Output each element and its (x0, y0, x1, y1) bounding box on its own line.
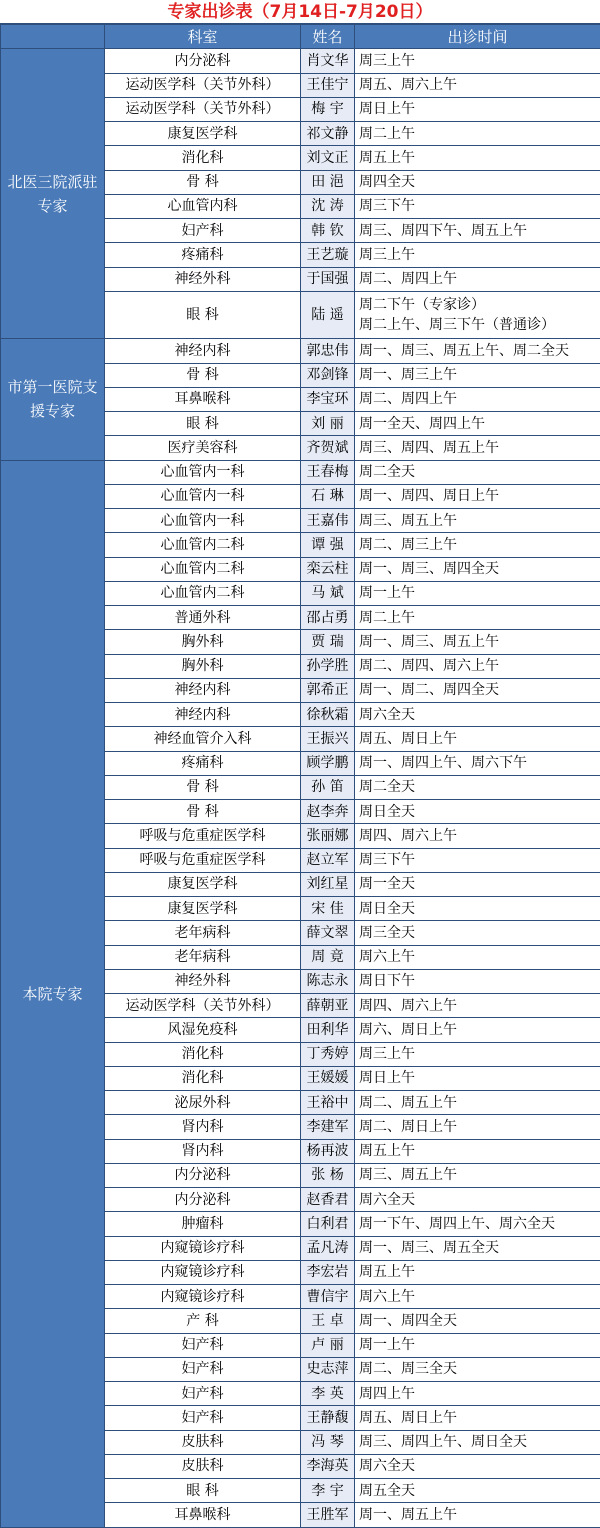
clinic-time-cell: 周一、周三、周五上午、周二全天 (355, 339, 600, 363)
department-cell: 疼痛科 (105, 243, 301, 267)
clinic-time-cell: 周一、周五上午 (355, 1503, 600, 1527)
table-row (1, 460, 600, 484)
doctor-name-cell: 王春梅 (301, 460, 355, 484)
department-cell: 神经外科 (105, 267, 301, 291)
clinic-time-cell (355, 291, 600, 339)
department-cell: 老年病科 (105, 921, 301, 945)
clinic-time-cell: 周五上午 (355, 1139, 600, 1163)
department-cell: 妇产科 (105, 1357, 301, 1381)
department-cell: 运动医学科（关节外科） (105, 97, 301, 121)
group-label: 北医三院派驻专家 (1, 49, 105, 339)
department-cell: 眼 科 (105, 291, 301, 339)
department-cell: 骨 科 (105, 775, 301, 799)
clinic-time-cell: 周一上午 (355, 581, 600, 605)
department-cell: 眼 科 (105, 1479, 301, 1503)
page-title: 专家出诊表（7月14日-7月20日） (0, 0, 600, 24)
clinic-time-cell: 周五上午 (355, 1260, 600, 1284)
doctor-name-cell: 郭忠伟 (301, 339, 355, 363)
doctor-name-cell: 李 英 (301, 1382, 355, 1406)
doctor-name-cell: 孙学胜 (301, 654, 355, 678)
department-cell: 内分泌科 (105, 49, 301, 73)
clinic-time-cell: 周一上午 (355, 1333, 600, 1357)
doctor-name-cell: 张 杨 (301, 1163, 355, 1187)
doctor-name-cell: 石 琳 (301, 484, 355, 508)
doctor-name-cell: 丁秀婷 (301, 1042, 355, 1066)
department-cell: 消化科 (105, 1066, 301, 1090)
doctor-name-cell: 邓剑锋 (301, 363, 355, 387)
clinic-time-cell: 周三上午 (355, 243, 600, 267)
clinic-time-cell: 周一、周三、周四全天 (355, 557, 600, 581)
doctor-name-cell: 卢 丽 (301, 1333, 355, 1357)
department-cell: 心血管内二科 (105, 581, 301, 605)
doctor-name-cell: 孙 笛 (301, 775, 355, 799)
doctor-name-cell: 梅 宇 (301, 97, 355, 121)
doctor-name-cell: 周 竟 (301, 945, 355, 969)
clinic-time-cell: 周日全天 (355, 897, 600, 921)
group-label: 本院专家 (1, 460, 105, 1527)
doctor-name-cell: 李 宇 (301, 1479, 355, 1503)
clinic-time-cell: 周一全天、周四上午 (355, 412, 600, 436)
clinic-time-cell: 周三下午 (355, 848, 600, 872)
department-cell: 皮肤科 (105, 1454, 301, 1478)
department-cell: 骨 科 (105, 170, 301, 194)
department-cell: 肾内科 (105, 1139, 301, 1163)
doctor-name-cell: 刘红星 (301, 872, 355, 896)
doctor-name-cell: 陆 遥 (301, 291, 355, 339)
department-cell: 老年病科 (105, 945, 301, 969)
clinic-time-cell: 周五全天 (355, 1479, 600, 1503)
doctor-name-cell: 谭 强 (301, 533, 355, 557)
department-cell: 产 科 (105, 1309, 301, 1333)
clinic-time-cell: 周二、周四上午 (355, 267, 600, 291)
department-cell: 骨 科 (105, 800, 301, 824)
doctor-name-cell: 王胜军 (301, 1503, 355, 1527)
department-cell: 皮肤科 (105, 1430, 301, 1454)
clinic-time-cell: 周六全天 (355, 703, 600, 727)
department-cell: 心血管内科 (105, 194, 301, 218)
clinic-time-cell: 周三上午 (355, 1042, 600, 1066)
clinic-time-cell: 周二上午 (355, 606, 600, 630)
doctor-name-cell: 史志萍 (301, 1357, 355, 1381)
clinic-time-cell: 周四全天 (355, 170, 600, 194)
doctor-name-cell: 王静馥 (301, 1406, 355, 1430)
doctor-name-cell: 冯 琴 (301, 1430, 355, 1454)
clinic-time-cell: 周六全天 (355, 1188, 600, 1212)
doctor-name-cell: 沈 涛 (301, 194, 355, 218)
department-cell: 内窥镜诊疗科 (105, 1285, 301, 1309)
department-cell: 神经外科 (105, 969, 301, 993)
clinic-time-cell: 周日全天 (355, 800, 600, 824)
doctor-name-cell: 于国强 (301, 267, 355, 291)
doctor-name-cell: 韩 钦 (301, 219, 355, 243)
doctor-name-cell: 田利华 (301, 1018, 355, 1042)
doctor-name-cell: 陈志永 (301, 969, 355, 993)
clinic-time-cell: 周三、周五上午 (355, 1163, 600, 1187)
table-body (1, 49, 600, 1527)
department-cell: 消化科 (105, 146, 301, 170)
department-cell: 内分泌科 (105, 1163, 301, 1187)
clinic-time-cell: 周二、周四上午 (355, 387, 600, 411)
doctor-name-cell: 徐秋霜 (301, 703, 355, 727)
doctor-name-cell: 曹信宇 (301, 1285, 355, 1309)
department-cell: 胸外科 (105, 654, 301, 678)
doctor-name-cell: 田 浥 (301, 170, 355, 194)
clinic-time-cell: 周一全天 (355, 872, 600, 896)
department-cell: 胸外科 (105, 630, 301, 654)
department-cell: 医疗美容科 (105, 436, 301, 460)
doctor-name-cell: 李宝环 (301, 387, 355, 411)
clinic-time-cell: 周日下午 (355, 969, 600, 993)
clinic-time-cell: 周六上午 (355, 1285, 600, 1309)
clinic-time-cell: 周五、周日上午 (355, 1406, 600, 1430)
clinic-time-cell: 周一下午、周四上午、周六全天 (355, 1212, 600, 1236)
clinic-time-cell: 周二、周日上午 (355, 1115, 600, 1139)
doctor-name-cell: 张丽娜 (301, 824, 355, 848)
clinic-time-cell: 周三全天 (355, 921, 600, 945)
doctor-name-cell: 赵立军 (301, 848, 355, 872)
department-cell: 运动医学科（关节外科） (105, 994, 301, 1018)
department-cell: 内窥镜诊疗科 (105, 1260, 301, 1284)
doctor-name-cell: 王振兴 (301, 727, 355, 751)
doctor-name-cell: 赵李奔 (301, 800, 355, 824)
clinic-time-cell: 周二上午 (355, 122, 600, 146)
doctor-name-cell: 薛朝亚 (301, 994, 355, 1018)
clinic-time-cell: 周四上午 (355, 1382, 600, 1406)
doctor-name-cell: 马 斌 (301, 581, 355, 605)
table-header-row (1, 25, 600, 49)
department-cell: 神经内科 (105, 339, 301, 363)
clinic-time-line: 周二上午、周三下午（普通诊） (359, 315, 600, 335)
clinic-time-cell: 周三下午 (355, 194, 600, 218)
table-row (1, 339, 600, 363)
clinic-time-cell: 周三上午 (355, 49, 600, 73)
clinic-time-cell: 周一、周四上午、周六下午 (355, 751, 600, 775)
doctor-name-cell: 齐贺斌 (301, 436, 355, 460)
department-cell: 妇产科 (105, 1333, 301, 1357)
department-cell: 心血管内一科 (105, 460, 301, 484)
department-cell: 风湿免疫科 (105, 1018, 301, 1042)
clinic-time-line: 周二下午（专家诊） (359, 295, 600, 315)
clinic-time-cell: 周六上午 (355, 945, 600, 969)
header-dept: 科室 (105, 25, 301, 49)
department-cell: 运动医学科（关节外科） (105, 73, 301, 97)
clinic-time-cell: 周三、周四上午、周日全天 (355, 1430, 600, 1454)
clinic-time-cell: 周三、周四、周五上午 (355, 436, 600, 460)
clinic-time-cell: 周六全天 (355, 1454, 600, 1478)
doctor-name-cell: 王佳宁 (301, 73, 355, 97)
clinic-time-cell: 周四、周六上午 (355, 824, 600, 848)
doctor-name-cell: 李建军 (301, 1115, 355, 1139)
clinic-time-cell: 周二、周四、周六上午 (355, 654, 600, 678)
clinic-time-cell: 周五、周六上午 (355, 73, 600, 97)
department-cell: 心血管内一科 (105, 484, 301, 508)
doctor-name-cell: 刘文正 (301, 146, 355, 170)
clinic-time-cell: 周三、周四下午、周五上午 (355, 219, 600, 243)
doctor-name-cell: 王嘉伟 (301, 509, 355, 533)
department-cell: 普通外科 (105, 606, 301, 630)
department-cell: 康复医学科 (105, 897, 301, 921)
clinic-time-cell: 周二、周三上午 (355, 533, 600, 557)
clinic-time-cell: 周日上午 (355, 1066, 600, 1090)
clinic-time-cell: 周二、周五上午 (355, 1091, 600, 1115)
doctor-name-cell: 赵香君 (301, 1188, 355, 1212)
doctor-name-cell: 邵占勇 (301, 606, 355, 630)
department-cell: 妇产科 (105, 219, 301, 243)
doctor-name-cell: 薛文翠 (301, 921, 355, 945)
clinic-time-cell: 周六、周日上午 (355, 1018, 600, 1042)
department-cell: 心血管内二科 (105, 533, 301, 557)
department-cell: 肿瘤科 (105, 1212, 301, 1236)
clinic-time-cell: 周五上午 (355, 146, 600, 170)
doctor-name-cell: 郭希正 (301, 678, 355, 702)
clinic-time-cell: 周一、周二、周四全天 (355, 678, 600, 702)
clinic-time-cell: 周一、周三、周五全天 (355, 1236, 600, 1260)
doctor-name-cell: 李宏岩 (301, 1260, 355, 1284)
header-group (1, 25, 105, 49)
doctor-name-cell: 贾 瑞 (301, 630, 355, 654)
department-cell: 妇产科 (105, 1406, 301, 1430)
department-cell: 肾内科 (105, 1115, 301, 1139)
doctor-name-cell: 王艺璇 (301, 243, 355, 267)
doctor-name-cell: 刘 丽 (301, 412, 355, 436)
doctor-name-cell: 肖文华 (301, 49, 355, 73)
doctor-name-cell: 王裕中 (301, 1091, 355, 1115)
department-cell: 康复医学科 (105, 872, 301, 896)
clinic-time-cell: 周一、周三、周五上午 (355, 630, 600, 654)
header-time: 出诊时间 (355, 25, 600, 49)
department-cell: 耳鼻喉科 (105, 387, 301, 411)
doctor-name-cell: 杨再波 (301, 1139, 355, 1163)
doctor-name-cell: 祁文静 (301, 122, 355, 146)
department-cell: 呼吸与危重症医学科 (105, 848, 301, 872)
clinic-time-cell: 周二全天 (355, 775, 600, 799)
doctor-name-cell: 孟凡涛 (301, 1236, 355, 1260)
clinic-time-cell: 周四、周六上午 (355, 994, 600, 1018)
doctor-name-cell: 王媛媛 (301, 1066, 355, 1090)
department-cell: 内分泌科 (105, 1188, 301, 1212)
department-cell: 神经内科 (105, 703, 301, 727)
department-cell: 神经血管介入科 (105, 727, 301, 751)
department-cell: 内窥镜诊疗科 (105, 1236, 301, 1260)
header-name: 姓名 (301, 25, 355, 49)
department-cell: 神经内科 (105, 678, 301, 702)
department-cell: 眼 科 (105, 412, 301, 436)
clinic-time-cell: 周一、周四全天 (355, 1309, 600, 1333)
clinic-time-cell: 周一、周四、周日上午 (355, 484, 600, 508)
clinic-time-cell: 周五、周日上午 (355, 727, 600, 751)
department-cell: 骨 科 (105, 363, 301, 387)
table-row (1, 49, 600, 73)
department-cell: 心血管内一科 (105, 509, 301, 533)
department-cell: 呼吸与危重症医学科 (105, 824, 301, 848)
clinic-time-cell: 周二全天 (355, 460, 600, 484)
doctor-name-cell: 栾云柱 (301, 557, 355, 581)
department-cell: 消化科 (105, 1042, 301, 1066)
department-cell: 耳鼻喉科 (105, 1503, 301, 1527)
clinic-time-cell: 周三、周五上午 (355, 509, 600, 533)
department-cell: 妇产科 (105, 1382, 301, 1406)
clinic-time-cell: 周日上午 (355, 97, 600, 121)
doctor-name-cell: 李海英 (301, 1454, 355, 1478)
doctor-name-cell: 白利君 (301, 1212, 355, 1236)
doctor-name-cell: 顾学鹏 (301, 751, 355, 775)
clinic-time-cell: 周二、周三全天 (355, 1357, 600, 1381)
department-cell: 泌尿外科 (105, 1091, 301, 1115)
doctor-name-cell: 王 卓 (301, 1309, 355, 1333)
doctor-name-cell: 宋 佳 (301, 897, 355, 921)
group-label: 市第一医院支援专家 (1, 339, 105, 460)
department-cell: 康复医学科 (105, 122, 301, 146)
clinic-time-cell: 周一、周三上午 (355, 363, 600, 387)
department-cell: 心血管内二科 (105, 557, 301, 581)
department-cell: 疼痛科 (105, 751, 301, 775)
schedule-table (0, 24, 600, 1528)
